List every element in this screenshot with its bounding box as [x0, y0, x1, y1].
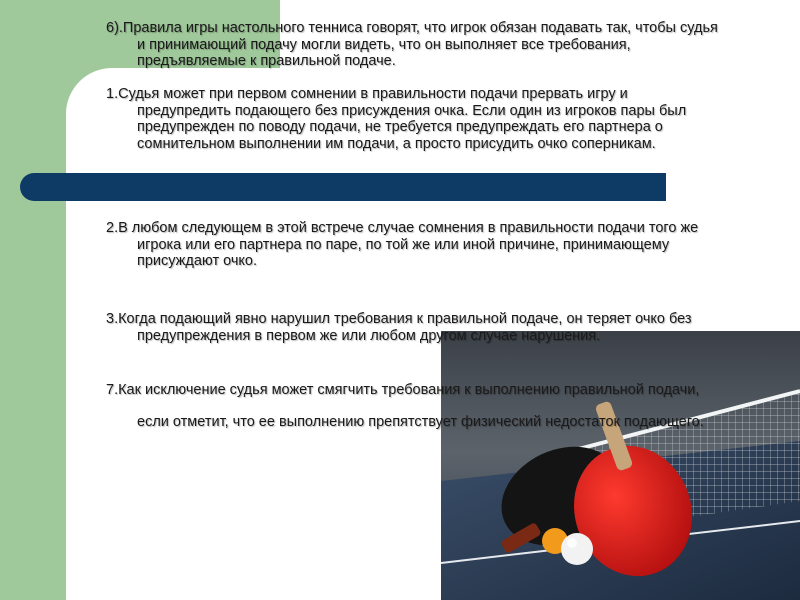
- paragraph-1: [106, 86, 686, 152]
- paragraph-6-line-3: предъявляемые к правильной подаче.: [137, 53, 396, 69]
- paragraph-7-line-2: если отметит, что ее выполнению препятствует физический недостаток подающего.: [137, 413, 704, 430]
- paragraph-1-line-2: предупредить подающего без присуждения очка. Если один из игроков пары был: [137, 102, 687, 119]
- paragraph-6: [106, 20, 718, 70]
- paragraph-7: [106, 382, 704, 430]
- paragraph-6-line-1: 6).Правила игры настольного тенниса говорят, что игрок обязан подавать так, чтобы судья: [106, 20, 718, 36]
- paragraph-6-line-2: и принимающий подачу могли видеть, что он выполняет все требования,: [137, 36, 631, 53]
- paragraph-1-line-1: 1.Судья может при первом сомнении в правильности подачи прервать игру и: [106, 86, 628, 102]
- table-tennis-photo: [441, 331, 800, 600]
- paragraph-2-line-1: 2.В любом следующем в этой встрече случае сомнения в правильности подачи того же: [106, 220, 699, 236]
- paragraph-1-line-4: сомнительном выполнении им подачи, а просто присудить очко соперникам.: [137, 135, 656, 152]
- paragraph-3-line-2: предупреждения в первом же или любом другом случае нарушения.: [137, 327, 601, 344]
- navy-divider-bar: [20, 173, 666, 201]
- paragraph-3: [106, 311, 692, 344]
- paragraph-2-line-2: игрока или его партнера по паре, по той же или иной причине, принимающему: [137, 236, 670, 253]
- paragraph-1-line-3: предупрежден по поводу подачи, не требуется предупреждать его партнера о: [137, 119, 663, 135]
- paragraph-2: [106, 220, 698, 270]
- paragraph-2-line-3: присуждают очко.: [137, 253, 258, 269]
- paragraph-7-line-1: 7.Как исключение судья может смягчить требования к выполнению правильной подачи,: [106, 382, 700, 398]
- paragraph-3-line-1: 3.Когда подающий явно нарушил требования к правильной подаче, он теряет очко без: [106, 311, 692, 327]
